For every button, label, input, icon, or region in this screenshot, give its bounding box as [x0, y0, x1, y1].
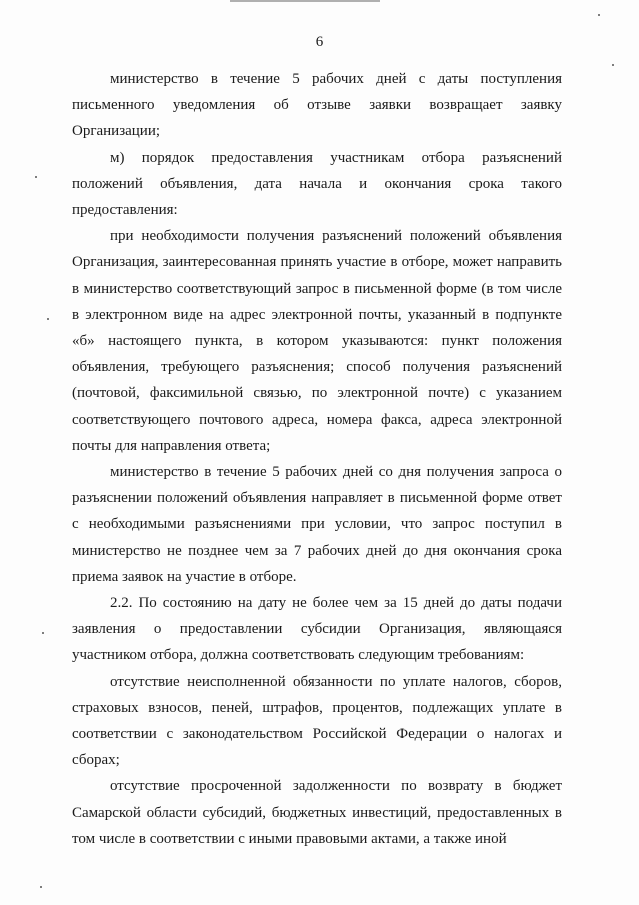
page-number: 6: [315, 34, 324, 50]
scan-speck: [42, 632, 44, 634]
paragraph-section-2-2: 2.2. По состоянию на дату не более чем за 15 дней до даты подачи заявления о предоставлении субсидии Организация, являющаяся участником отбора, должна соответствовать следующим требованиям:: [72, 595, 562, 664]
scan-top-edge: [230, 0, 380, 2]
scan-speck: [40, 886, 42, 888]
scan-speck: [35, 176, 37, 178]
scan-speck: [47, 318, 49, 320]
paragraph-clarification-response: министерство в течение 5 рабочих дней со дня получения запроса о разъяснении положений объявления направляет в письменной форме ответ с необходимыми разъяснениями при условии, что запрос поступил в министерство не позднее чем за 7 рабочих дней до дня окончания срока приема заявок на участие в отборе.: [72, 464, 562, 585]
paragraph-withdrawal-return: министерство в течение 5 рабочих дней с даты поступления письменного уведомления об отзыве заявки возвращает заявку Организации;: [72, 71, 562, 140]
scan-speck: [612, 64, 614, 66]
paragraph-clarification-request: при необходимости получения разъяснений положений объявления Организация, заинтересованная принять участие в отборе, может направить в министерство соответствующий запрос в письменной форме (в том числе в электронном виде на адрес электронной почты, указанный в подпункте «б» настоящего пункта, в котором указываются: пункт положения объявления, требующего разъяснения; способ получения разъяснений (почтовой, факсимильной связью, по электронной почте) с указанием соответствующего почтового адреса, номера факса, адреса электронной почты для направления ответа;: [72, 228, 562, 454]
paragraph-clarification-procedure: м) порядок предоставления участникам отбора разъяснений положений объявления, дата начала и окончания срока такого предоставления:: [72, 149, 562, 219]
document-body: [72, 66, 562, 852]
paragraph-debt-requirement: отсутствие просроченной задолженности по возврату в бюджет Самарской области субсидий, бюджетных инвестиций, предоставленных в том числе в соответствии с иными правовыми актами, а также иной: [72, 778, 562, 847]
scan-speck: [598, 14, 600, 16]
paragraph-tax-requirement: отсутствие неисполненной обязанности по уплате налогов, сборов, страховых взносов, пеней, штрафов, процентов, подлежащих уплате в соответствии с законодательством Российской Федерации о налогах и сборах;: [72, 673, 562, 769]
